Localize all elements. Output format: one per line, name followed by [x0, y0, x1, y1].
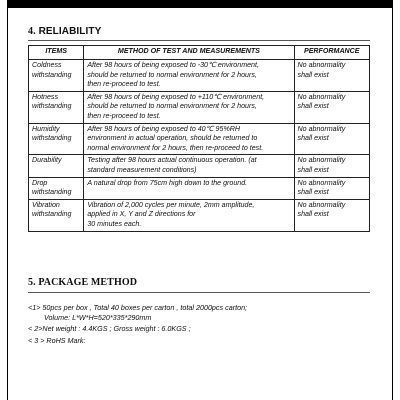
header-items: ITEMS: [29, 46, 84, 60]
cell-line: shall exist: [297, 70, 329, 79]
package-line-quantity: <1> 50pcs per box , Total 40 boxes per carton , total 2000pcs carton;: [28, 303, 248, 312]
cell-line: After 98 hours of being exposed to -30℃ environment,: [87, 61, 259, 69]
cell-line: should be returned to normal environment for 2 hours,: [87, 102, 257, 111]
cell-line: Testing after 98 hours actual continuous operation. (at: [87, 156, 257, 165]
cell-line: Vibration: [32, 200, 60, 209]
row-method-cell: [84, 177, 294, 199]
cell-line: No abnormality: [297, 178, 346, 187]
cell-line: Coldness: [32, 61, 62, 69]
cell-line: then re-proceed to test.: [87, 111, 161, 120]
cell-line: normal environment for 2 hours, then re-proceed to test.: [87, 143, 264, 152]
cell-line: No abnormality: [297, 200, 346, 209]
package-line-volume: Volume: L*W*H=520*335*290mm: [44, 313, 152, 322]
cell-line: withstanding: [32, 210, 72, 219]
package-number: 5.: [28, 277, 36, 288]
cell-line: withstanding: [32, 134, 72, 143]
row-item-cell: [29, 91, 84, 123]
row-item-cell: [29, 123, 84, 155]
row-performance-cell: [294, 155, 369, 177]
header-method: METHOD OF TEST AND MEASUREMENTS: [84, 46, 294, 60]
cell-line: No abnormality: [297, 61, 346, 69]
cell-line: shall exist: [297, 188, 329, 197]
cell-line: 30 minutes each.: [87, 219, 142, 228]
cell-line: Vibration of 2,000 cycles per minute, 2mm amplitude,: [87, 200, 255, 209]
cell-line: No abnormality: [297, 92, 346, 101]
cell-line: withstanding: [32, 102, 72, 111]
package-title: PACKAGE METHOD: [38, 277, 138, 288]
row-item-cell: [29, 60, 84, 92]
row-item-cell: [29, 177, 84, 199]
cell-line: environment in actual operation, should be returned to: [87, 134, 258, 143]
package-line-rohs: < 3 > RoHS Mark:: [28, 336, 86, 345]
section-divider: [28, 40, 370, 41]
cell-line: applied in X, Y and Z directions for: [87, 210, 196, 219]
top-border: [8, 0, 392, 8]
table-row: [29, 199, 370, 231]
cell-line: After 98 hours of being exposed to 40℃ 95%RH: [87, 124, 241, 133]
row-method-cell: [84, 155, 294, 177]
row-performance-cell: [294, 60, 369, 92]
package-heading: [28, 277, 137, 288]
row-performance-cell: [294, 199, 369, 231]
cell-line: then re-proceed to test.: [87, 80, 161, 89]
cell-line: No abnormality: [297, 124, 346, 133]
reliability-table: [28, 45, 370, 232]
cell-line: standard measurement conditions): [87, 165, 197, 174]
cell-line: withstanding: [32, 188, 72, 197]
row-performance-cell: [294, 91, 369, 123]
row-method-cell: [84, 91, 294, 123]
table-body: [29, 60, 370, 232]
reliability-number: 4.: [28, 26, 36, 37]
reliability-heading: [28, 26, 101, 37]
row-method-cell: [84, 123, 294, 155]
cell-line: shall exist: [297, 165, 329, 174]
cell-line: Drop: [32, 178, 48, 187]
cell-line: A natural drop from 75cm high down to the ground.: [87, 178, 248, 187]
cell-line: shall exist: [297, 210, 329, 219]
section-divider: [28, 292, 370, 293]
row-performance-cell: [294, 123, 369, 155]
cell-line: shall exist: [297, 134, 329, 143]
reliability-title: RELIABILITY: [38, 26, 102, 37]
row-item-cell: [29, 199, 84, 231]
cell-line: should be returned to normal environment for 2 hours,: [87, 70, 257, 79]
cell-line: Humidity: [32, 124, 60, 133]
header-performance: PERFORMANCE: [294, 46, 369, 60]
table-row: [29, 60, 370, 92]
table-row: [29, 177, 370, 199]
package-line-weight: < 2>Net weight : 4.4KGS ; Gross weight : 6.0KGS ;: [28, 324, 191, 333]
row-item-cell: [29, 155, 84, 177]
row-method-cell: [84, 199, 294, 231]
table-row: [29, 155, 370, 177]
cell-line: withstanding: [32, 70, 72, 79]
table-row: [29, 91, 370, 123]
row-performance-cell: [294, 177, 369, 199]
cell-line: After 98 hours of being exposed to +110℃ environment,: [87, 92, 265, 101]
cell-line: Durability: [32, 156, 62, 165]
cell-line: Hotness: [32, 92, 59, 101]
table-header-row: [29, 46, 370, 60]
row-method-cell: [84, 60, 294, 92]
cell-line: shall exist: [297, 102, 329, 111]
table-row: [29, 123, 370, 155]
cell-line: No abnormality: [297, 156, 346, 165]
